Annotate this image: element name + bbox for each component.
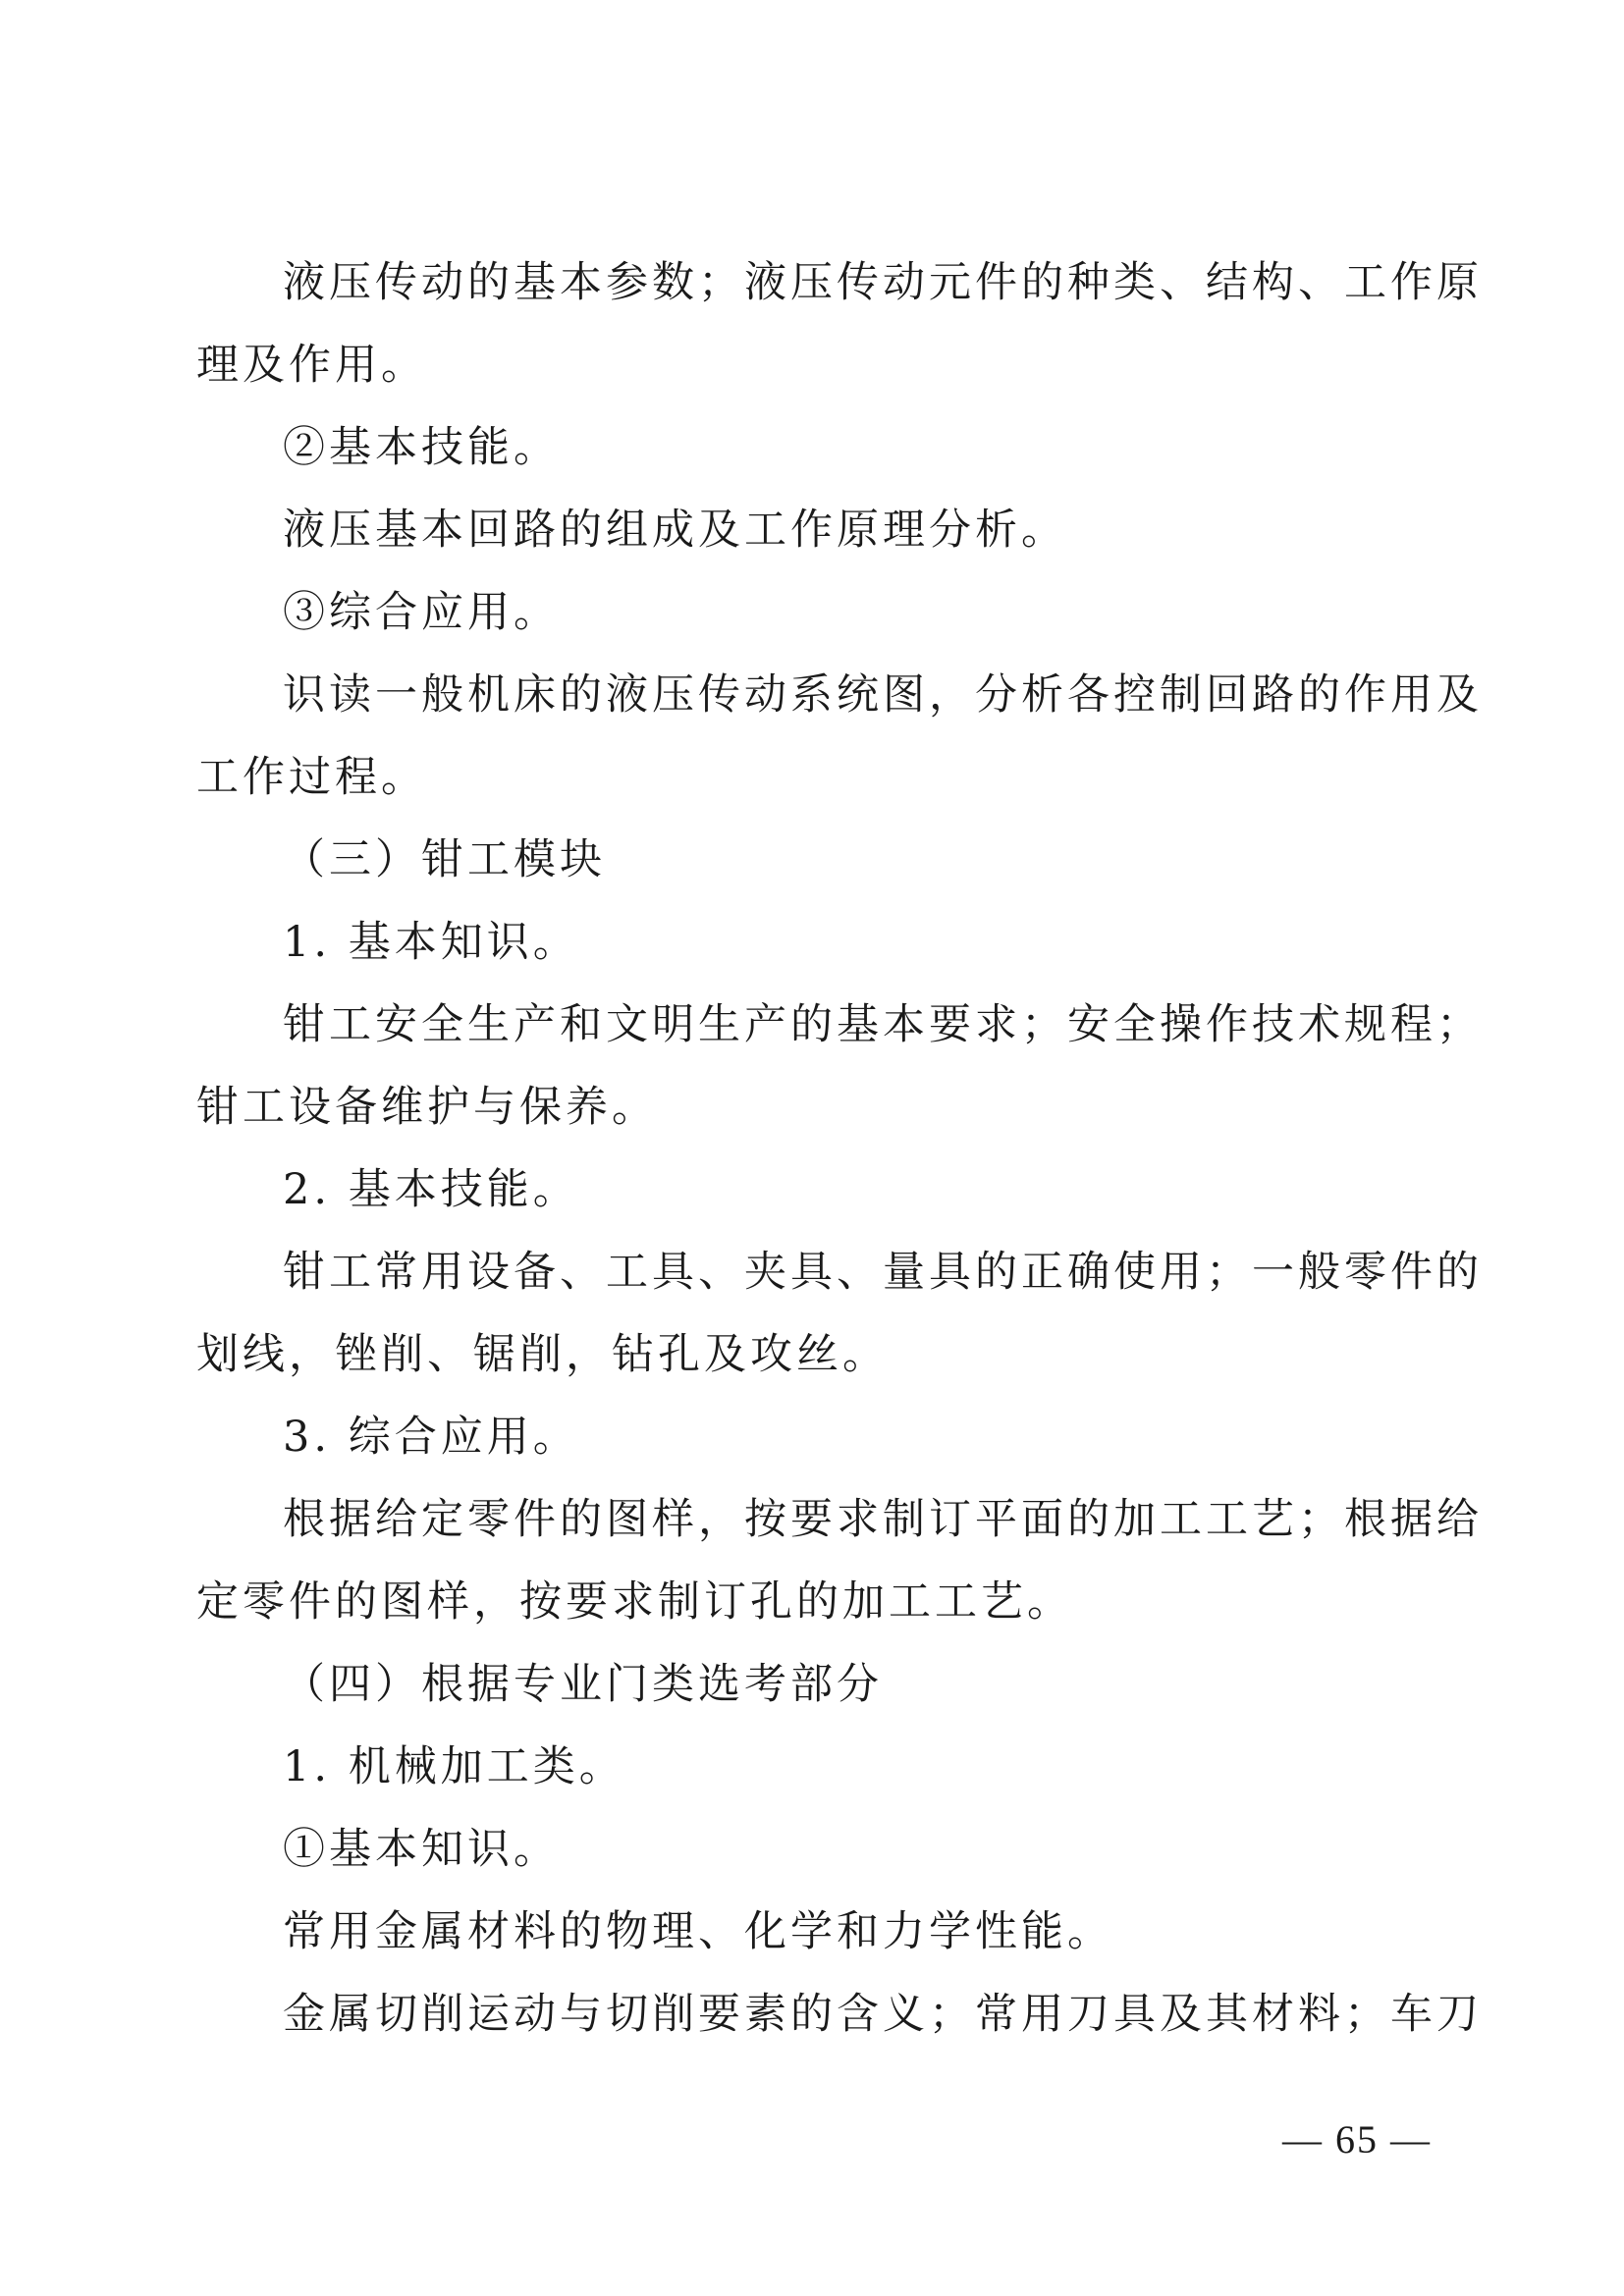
paragraph-line: 钳工常用设备、工具、夹具、量具的正确使用；一般零件的 (283, 1248, 1483, 1297)
paragraph-line: 常用金属材料的物理、化学和力学性能。 (283, 1907, 1113, 1956)
paragraph-line: 钳工安全生产和文明生产的基本要求；安全操作技术规程； (283, 1000, 1483, 1049)
subheading-line: 1. 机械加工类。 (283, 1742, 625, 1791)
paragraph-line: 工作过程。 (196, 753, 427, 802)
paragraph-line: 金属切削运动与切削要素的含义；常用刀具及其材料；车刀 (283, 1990, 1483, 2039)
paragraph-line: 理及作用。 (196, 341, 427, 390)
paragraph-line: 定零件的图样，按要求制订孔的加工工艺。 (196, 1577, 1073, 1627)
subheading-line: 2. 基本技能。 (283, 1165, 579, 1214)
paragraph-line: 识读一般机床的液压传动系统图，分析各控制回路的作用及 (283, 670, 1483, 720)
paragraph-line: 液压传动的基本参数；液压传动元件的种类、结构、工作原 (283, 258, 1483, 307)
paragraph-line: 划线，锉削、锯削，钻孔及攻丝。 (196, 1330, 889, 1379)
paragraph-line: 根据给定零件的图样，按要求制订平面的加工工艺；根据给 (283, 1495, 1483, 1544)
section-heading: （三）钳工模块 (283, 835, 606, 884)
page-number: — 65 — (1282, 2117, 1432, 2162)
subheading-line: ②基本技能。 (283, 423, 560, 472)
subheading-line: ①基本知识。 (283, 1825, 560, 1874)
paragraph-line: 液压基本回路的组成及工作原理分析。 (283, 506, 1067, 555)
paragraph-line: 钳工设备维护与保养。 (196, 1083, 658, 1132)
subheading-line: ③综合应用。 (283, 588, 560, 637)
subheading-line: 3. 综合应用。 (283, 1413, 579, 1462)
subheading-line: 1. 基本知识。 (283, 918, 579, 967)
section-heading: （四）根据专业门类选考部分 (283, 1660, 883, 1709)
